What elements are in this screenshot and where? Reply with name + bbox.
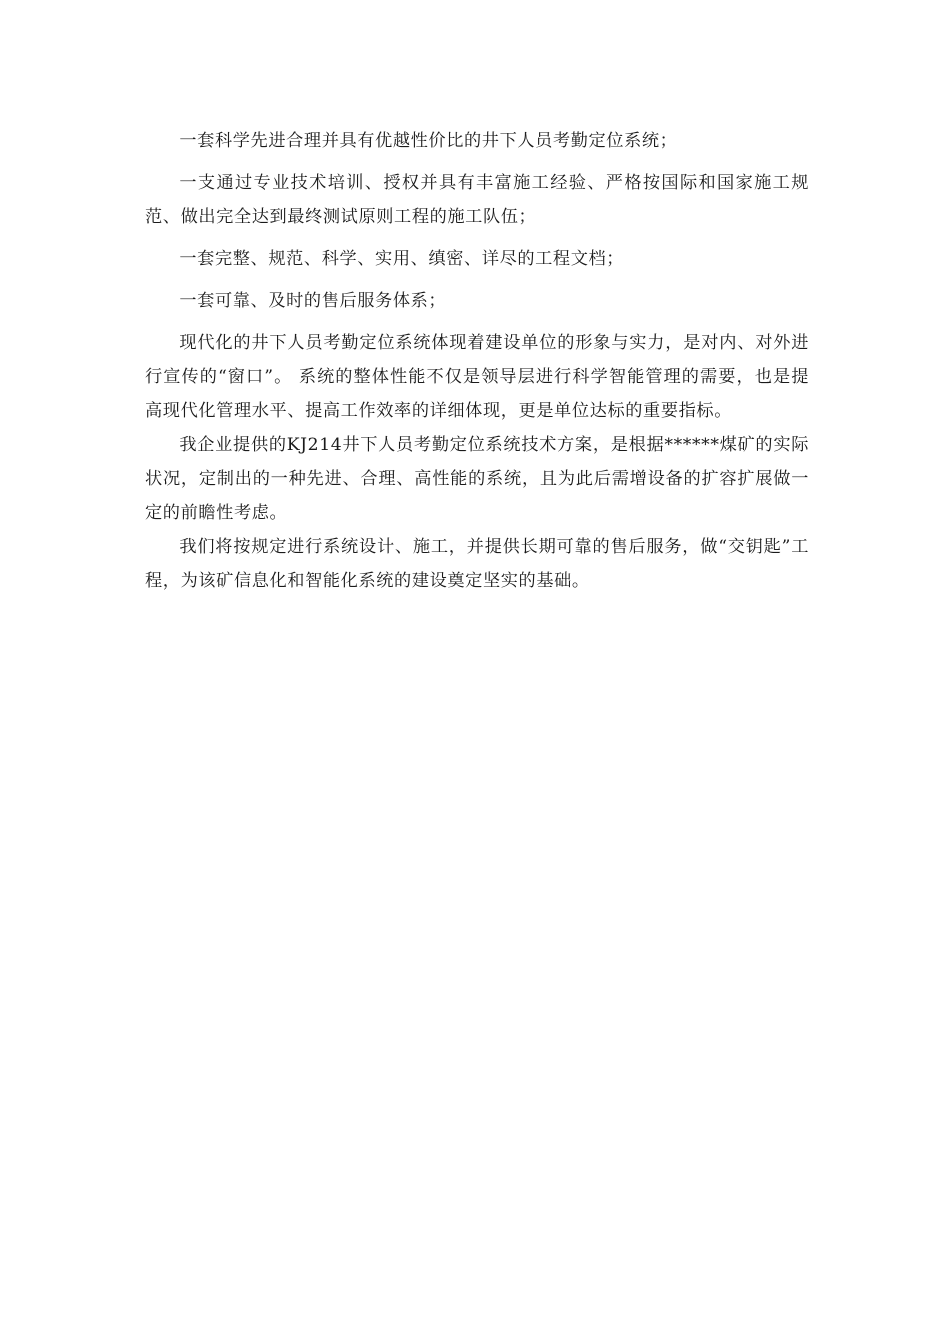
paragraph-technical-plan: 我企业提供的KJ214井下人员考勤定位系统技术方案，是根据******煤矿的实际状况，定制出的一种先进、合理、高性能的系统，且为此后需增设备的扩容扩展做一定的前瞻性考虑。 (145, 435, 809, 523)
paragraph-positioning-system: 一套科学先进合理并具有优越性价比的井下人员考勤定位系统； (179, 131, 678, 151)
paragraph-modernization: 现代化的井下人员考勤定位系统体现着建设单位的形象与实力，是对内、对外进行宣传的“窗口”。 系统的整体性能不仅是领导层进行科学智能管理的需要，也是提高现代化管理水平、提高工作效率的详细体现，更是单位达标的重要指标。 (145, 333, 809, 421)
paragraph-engineering-docs: 一套完整、规范、科学、实用、缜密、详尽的工程文档； (179, 249, 625, 269)
document-body (145, 124, 809, 598)
paragraph-construction-team: 一支通过专业技术培训、授权并具有丰富施工经验、严格按国际和国家施工规范、做出完全达到最终测试原则工程的施工队伍； (145, 173, 809, 227)
paragraph-after-sales: 一套可靠、及时的售后服务体系； (179, 291, 447, 311)
paragraph-turnkey: 我们将按规定进行系统设计、施工，并提供长期可靠的售后服务，做“交钥匙”工程，为该矿信息化和智能化系统的建设奠定坚实的基础。 (145, 537, 809, 591)
